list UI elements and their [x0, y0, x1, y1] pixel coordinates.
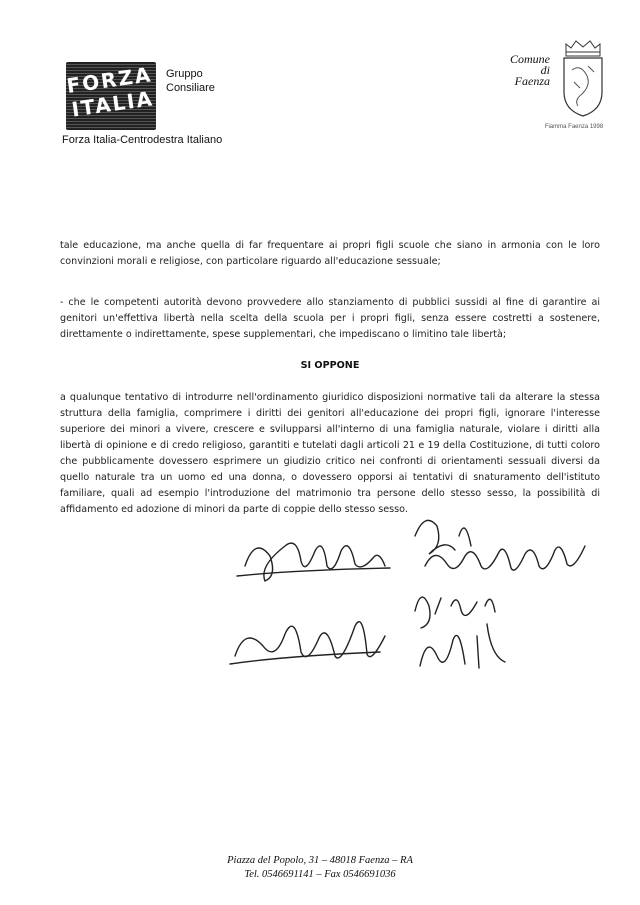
group-label: [166, 67, 215, 95]
comune-line3: Faenza: [514, 74, 550, 88]
comune-line1: Comune: [510, 52, 550, 66]
footer: [0, 854, 640, 882]
crest-caption: Fiamma Faenza 1998: [544, 124, 604, 130]
footer-contacts: Tel. 0546691141 – Fax 0546691036: [244, 869, 396, 880]
paragraph-2: - che le competenti autorità devono provvedere allo stanziamento di pubblici sussidi al fine di garantire ai genitori un'effettiva libertà nella scelta della scuola per i propri figli, senza essere costretti a sostenere, direttamente o indirettamente, spese supplementari, che impediscano o limitino tale libertà;: [60, 297, 600, 340]
paragraph-3: a qualunque tentativo di introdurre nell'ordinamento giuridico disposizioni normative tali da alterare la stessa struttura della famiglia, comprimere i diritti dei genitori all'educazione dei propri figli, ignorare l'interesse superiore dei minori a vivere, crescere e svilupparsi all'interno di una famiglia naturale, violare i diritti alla libertà di opinione e di credo religioso, garantiti e tutelati dagli articoli 21 e 19 della Costituzione, di tutti coloro che pubblicamente dovessero esprimere un giudizio critico nei confronti di orientamenti sessuali diversi da quello naturale tra un uomo ed una donna, o dovessero opporsi ai tentativi di snaturamento dell'istituto familiare, quali ad esempio l'introduzione del matrimonio tra persone dello stesso sesso, la possibilità di affidamento ed adozione di minori da parte di coppie dello stesso sesso.: [60, 392, 600, 515]
footer-address: Piazza del Popolo, 31 – 48018 Faenza – RA: [227, 855, 413, 866]
group-label-line2: Consiliare: [166, 82, 215, 94]
party-logo-text: FORZA ITALIA: [65, 62, 156, 122]
comune-line2: di: [540, 63, 550, 77]
group-label-line1: Gruppo: [166, 68, 203, 80]
city-crest-icon: [560, 36, 606, 120]
handwritten-signatures: [215, 506, 610, 686]
paragraph-1: tale educazione, ma anche quella di far frequentare ai propri figli scuole che siano in armonia con le loro convinzioni morali e religiose, con particolare riguardo all'educazione sessuale;: [60, 240, 600, 267]
section-heading: SI OPPONE: [300, 360, 360, 371]
party-name: Forza Italia-Centrodestra Italiano: [62, 134, 223, 146]
party-logo: [66, 62, 156, 130]
comune-label: [492, 54, 550, 87]
